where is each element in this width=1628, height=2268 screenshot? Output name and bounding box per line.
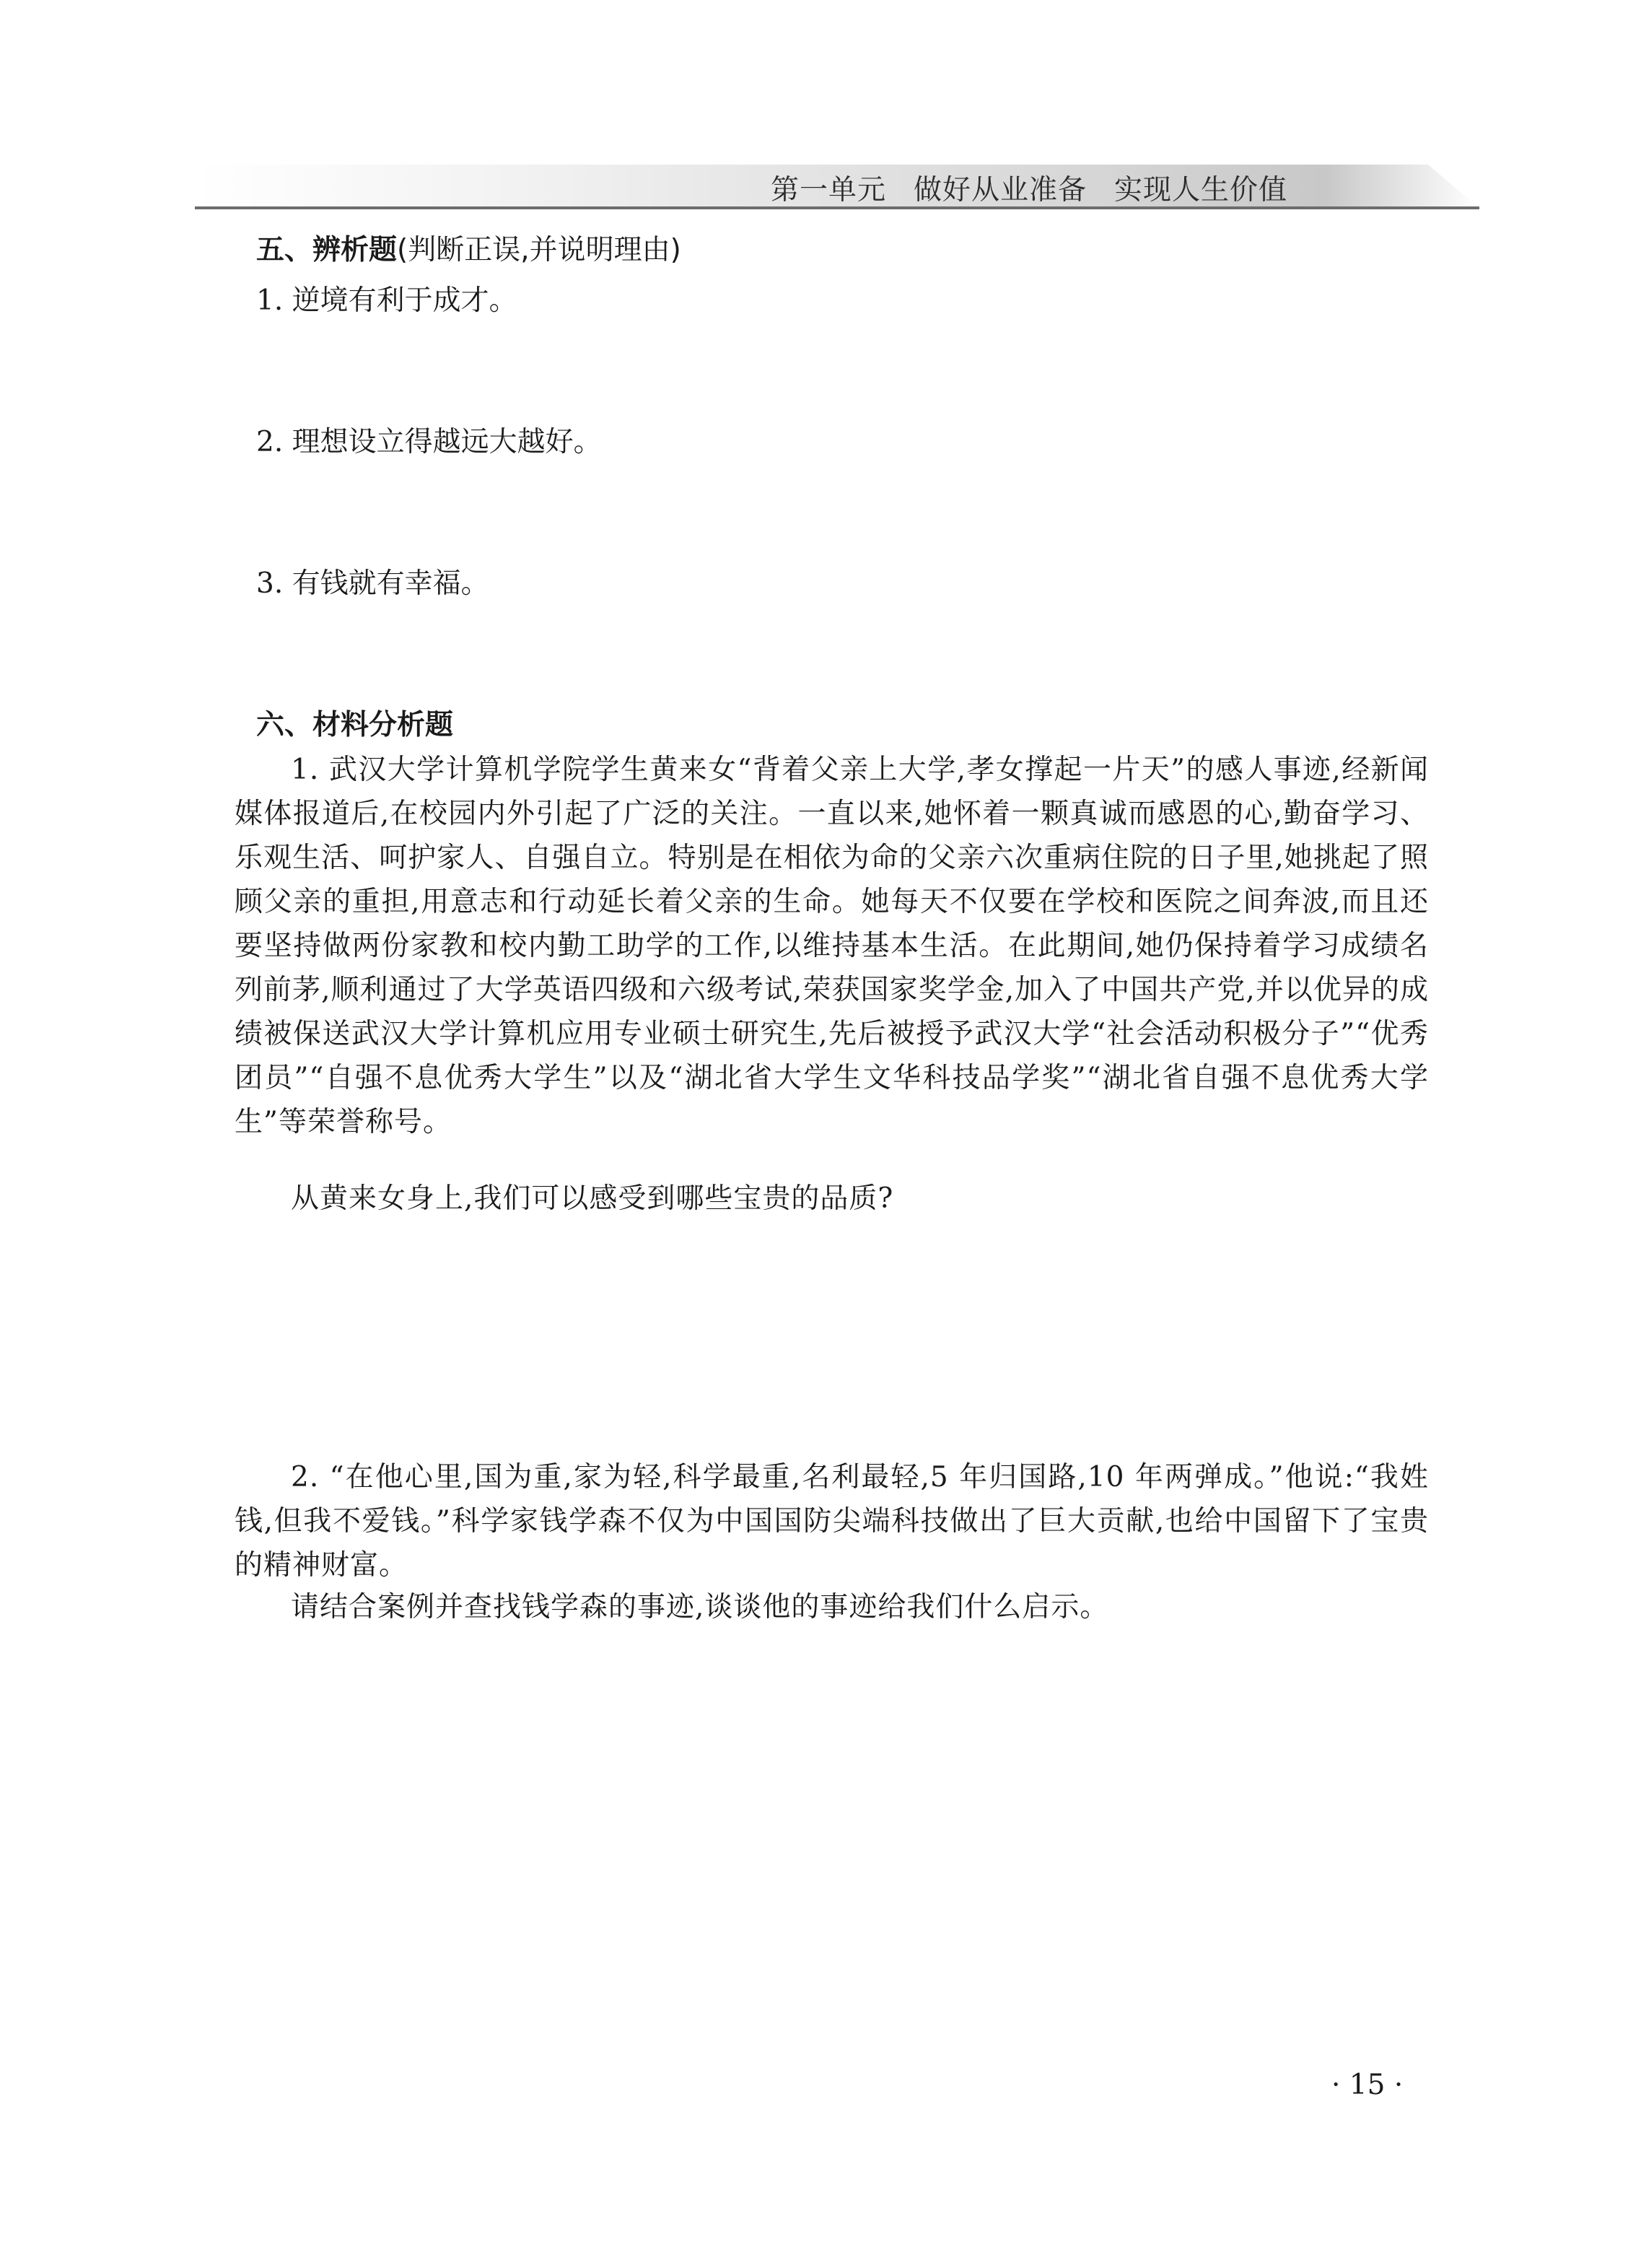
page-number: · 15 · [1331, 2069, 1404, 2101]
section-5-item-3: 3. 有钱就有幸福。 [256, 567, 489, 600]
section-5-note: (判断正误,并说明理由) [397, 234, 681, 266]
section-6-question-1-prompt: 从黄来女身上,我们可以感受到哪些宝贵的品质? [291, 1182, 894, 1215]
section-5-item-2: 2. 理想设立得越远大越好。 [256, 426, 602, 458]
section-6-question-1-material: 1. 武汉大学计算机学院学生黄来女“背着父亲上大学,孝女撑起一片天”的感人事迹,经新闻媒体报道后,在校园内外引起了广泛的关注。一直以来,她怀着一颗真诚而感恩的心,勤奋学习、乐观生活、呵护家人、自强自立。特别是在相依为命的父亲六次重病住院的日子里,她挑起了照顾父亲的重担,用意志和行动延长着父亲的生命。她每天不仅要在学校和医院之间奔波,而且还要坚持做两份家教和校内勤工助学的工作,以维持基本生活。在此期间,她仍保持着学习成绩名列前茅,顺利通过了大学英语四级和六级考试,荣获国家奖学金,加入了中国共产党,并以优异的成绩被保送武汉大学计算机应用专业硕士研究生,先后被授予武汉大学“社会活动积极分子”“优秀团员”“自强不息优秀大学生”以及“湖北省大学生文华科技品学奖”“湖北省自强不息优秀大学生”等荣誉称号。 [235, 754, 1429, 1138]
header-topic-2: 实现人生价值 [1114, 174, 1288, 206]
running-header [771, 167, 1287, 208]
header-topic-1: 做好从业准备 [914, 174, 1087, 206]
section-5-title: 五、辨析题 [256, 234, 398, 266]
section-5-heading [256, 232, 681, 269]
header-unit: 第一单元 [771, 174, 887, 206]
section-6-title: 六、材料分析题 [256, 709, 454, 741]
section-5-item-1: 1. 逆境有利于成才。 [256, 284, 517, 317]
section-6-heading [256, 707, 453, 743]
section-6-question-2-prompt: 请结合案例并查找钱学森的事迹,谈谈他的事迹给我们什么启示。 [291, 1591, 1109, 1623]
section-6-question-2-material: 2. “在他心里,国为重,家为轻,科学最重,名利最轻,5 年归国路,10 年两弹成。”他说:“我姓钱,但我不爱钱。”科学家钱学森不仅为中国国防尖端科技做出了巨大贡献,也给中国留下了宝贵的精神财富。 [235, 1461, 1429, 1582]
